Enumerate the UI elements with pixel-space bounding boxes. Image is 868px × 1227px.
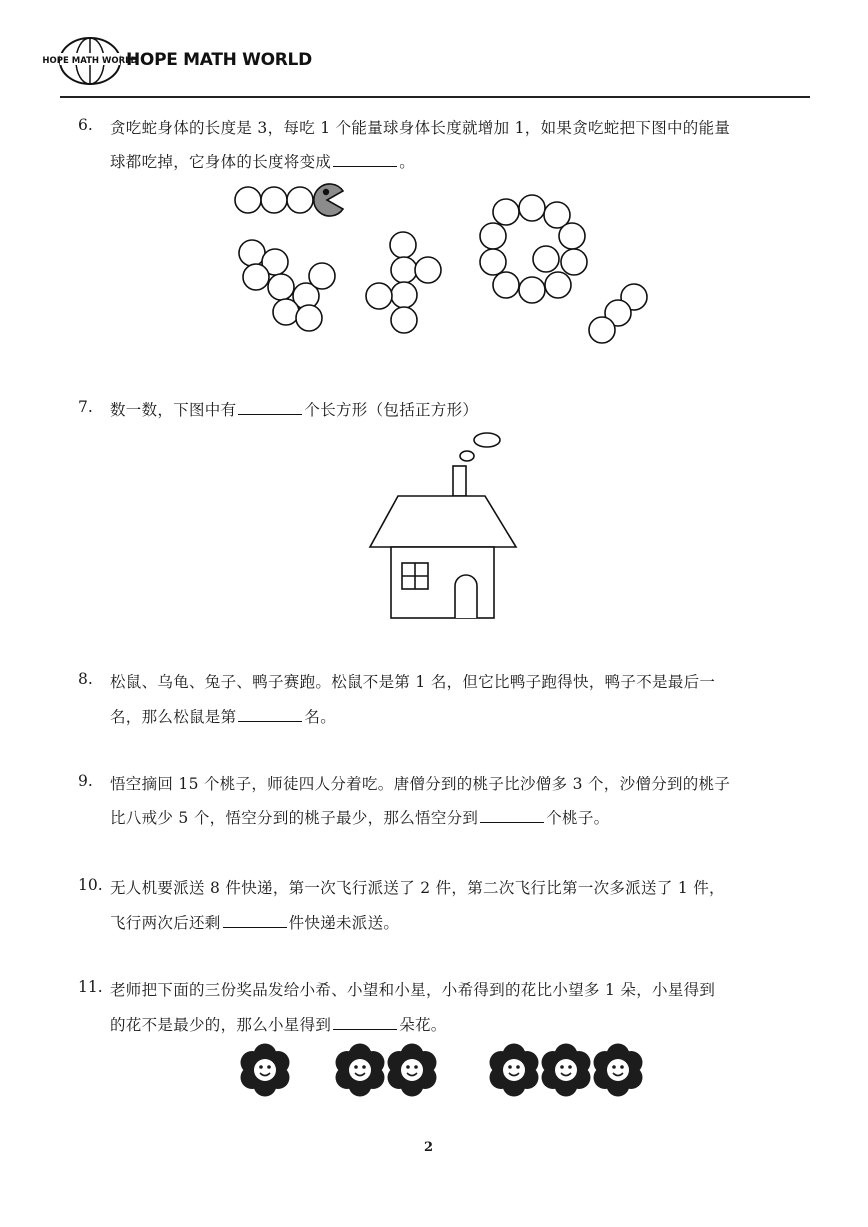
question-6-text: 球都吃掉，它身体的长度将变成 xyxy=(110,153,332,171)
brand-title: HOPE MATH WORLD xyxy=(126,50,312,70)
question-9-text: 比八戒少 5 个，悟空分到的桃子最少，那么悟空分到 xyxy=(110,809,479,827)
question-10-text-end: 件快递未派送。 xyxy=(288,914,400,932)
question-11-text: 的花不是最少的，那么小星得到 xyxy=(110,1016,332,1034)
page-number: 2 xyxy=(424,1140,434,1155)
question-6-punctuation: 。 xyxy=(399,153,416,171)
question-9-number: 9. xyxy=(78,772,93,790)
question-7-text-end: 个长方形（包括正方形） xyxy=(304,401,479,419)
flower-icon xyxy=(388,1044,437,1097)
logo-wordmark: HOPE MATH WORLD xyxy=(42,56,138,66)
question-8-text-end: 名。 xyxy=(304,708,337,726)
flower-group-3 xyxy=(490,1044,643,1097)
flower-icon xyxy=(594,1044,643,1097)
question-11-line-1: 老师把下面的三份奖品发给小希、小望和小星，小希得到的花比小望多 1 朵，小星得到 xyxy=(110,981,716,999)
question-11-text-end: 朵花。 xyxy=(399,1016,447,1034)
question-9-text-end: 个桃子。 xyxy=(546,809,610,827)
flower-icon xyxy=(542,1044,591,1097)
flower-group-2 xyxy=(336,1044,437,1097)
question-6-line-1: 贪吃蛇身体的长度是 3，每吃 1 个能量球身体长度就增加 1，如果贪吃蛇把下图中的能量 xyxy=(110,119,731,137)
question-11-number: 11. xyxy=(78,978,103,996)
question-8-number: 8. xyxy=(78,670,93,688)
question-8-line-1: 松鼠、乌龟、兔子、鸭子赛跑。松鼠不是第 1 名，但它比鸭子跑得快，鸭子不是最后一 xyxy=(110,673,716,691)
question-10-number: 10. xyxy=(78,876,103,894)
question-7-number: 7. xyxy=(78,398,93,416)
question-10-text: 飞行两次后还剩 xyxy=(110,914,221,932)
question-9-line-1: 悟空摘回 15 个桃子，师徒四人分着吃。唐僧分到的桃子比沙僧多 3 个，沙僧分到的桃子 xyxy=(110,775,731,793)
question-8-text: 名，那么松鼠是第 xyxy=(110,708,237,726)
flower-icon xyxy=(490,1044,539,1097)
question-10-line-1: 无人机要派送 8 件快递，第一次飞行派送了 2 件，第二次飞行比第一次多派送了 1 件， xyxy=(110,879,725,897)
question-7-text: 数一数，下图中有 xyxy=(110,401,237,419)
flower-icon xyxy=(336,1044,385,1097)
question-6-number: 6. xyxy=(78,116,93,134)
flower-icon xyxy=(241,1044,290,1097)
flower-group-1 xyxy=(241,1044,290,1097)
